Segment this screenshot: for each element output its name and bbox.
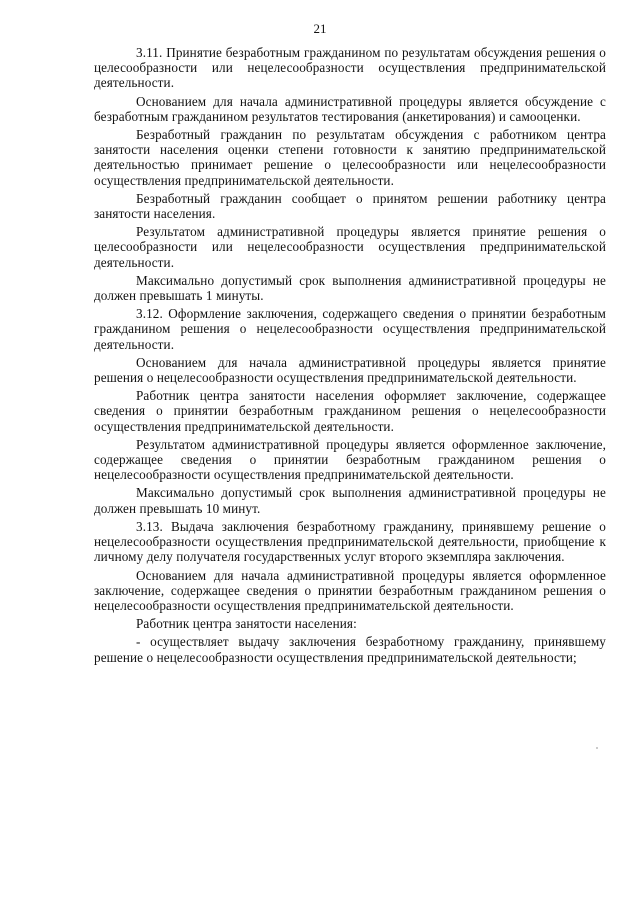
paragraph: Результатом административной процедуры является принятие решения о целесообразности или нецелесообразности осуществления предпринимательской деятельности.	[94, 224, 606, 270]
paragraph: Результатом административной процедуры является оформленное заключение, содержащее сведения о принятии безработным гражданином решения о нецелесообразности осуществления предпринимательской деятельности.	[94, 436, 606, 483]
section-heading-3-13: 3.13. Выдача заключения безработному гражданину, принявшему решение о нецелесообразности осуществления предпринимательской деятельности, приобщение к личному делу получателя государственных услуг второго экземпляра заключения.	[94, 518, 606, 565]
section-heading-3-11: 3.11. Принятие безработным гражданином по результатам обсуждения решения о целесообразности или нецелесообразности осуществления предпринимательской деятельности.	[94, 45, 606, 91]
section-heading-3-12: 3.12. Оформление заключения, содержащего сведения о принятии безработным гражданином решения о нецелесообразности осуществления предпринимательской деятельности.	[94, 306, 606, 352]
paragraph: Основанием для начала административной процедуры является принятие решения о нецелесообразности осуществления предпринимательской деятельности.	[94, 354, 606, 386]
paragraph: Работник центра занятости населения:	[136, 616, 357, 632]
document-body	[94, 45, 606, 668]
paragraph: Основанием для начала административной процедуры является обсуждение с безработным гражданином результатов тестирования (анкетирования) и самооценки.	[94, 93, 606, 124]
paragraph: Максимально допустимый срок выполнения административной процедуры не должен превышать 10 минут.	[94, 485, 606, 516]
scan-speck	[596, 747, 598, 749]
paragraph: Безработный гражданин сообщает о принятом решении работнику центра занятости населения.	[94, 190, 606, 222]
paragraph: Максимально допустимый срок выполнения административной процедуры не должен превышать 1 минуты.	[94, 272, 606, 304]
list-item: - осуществляет выдачу заключения безработному гражданину, принявшему решение о нецелесообразности осуществления предпринимательской деятельности;	[94, 634, 606, 665]
paragraph: Безработный гражданин по результатам обсуждения с работником центра занятости населения оценки степени готовности к занятию предпринимательской деятельностью принимает решение о целесообразности или нецелесообразности осуществления предпринимательской деятельности.	[94, 127, 606, 188]
paragraph: Работник центра занятости населения оформляет заключение, содержащее сведения о принятии безработным гражданином решения о нецелесообразности осуществления предпринимательской деятельности.	[94, 388, 606, 434]
paragraph: Основанием для начала административной процедуры является оформленное заключение, содержащее сведения о принятии безработным гражданином решения о нецелесообразности осуществления предпринимательской деятельности.	[94, 567, 606, 613]
page-number: 21	[313, 21, 327, 36]
